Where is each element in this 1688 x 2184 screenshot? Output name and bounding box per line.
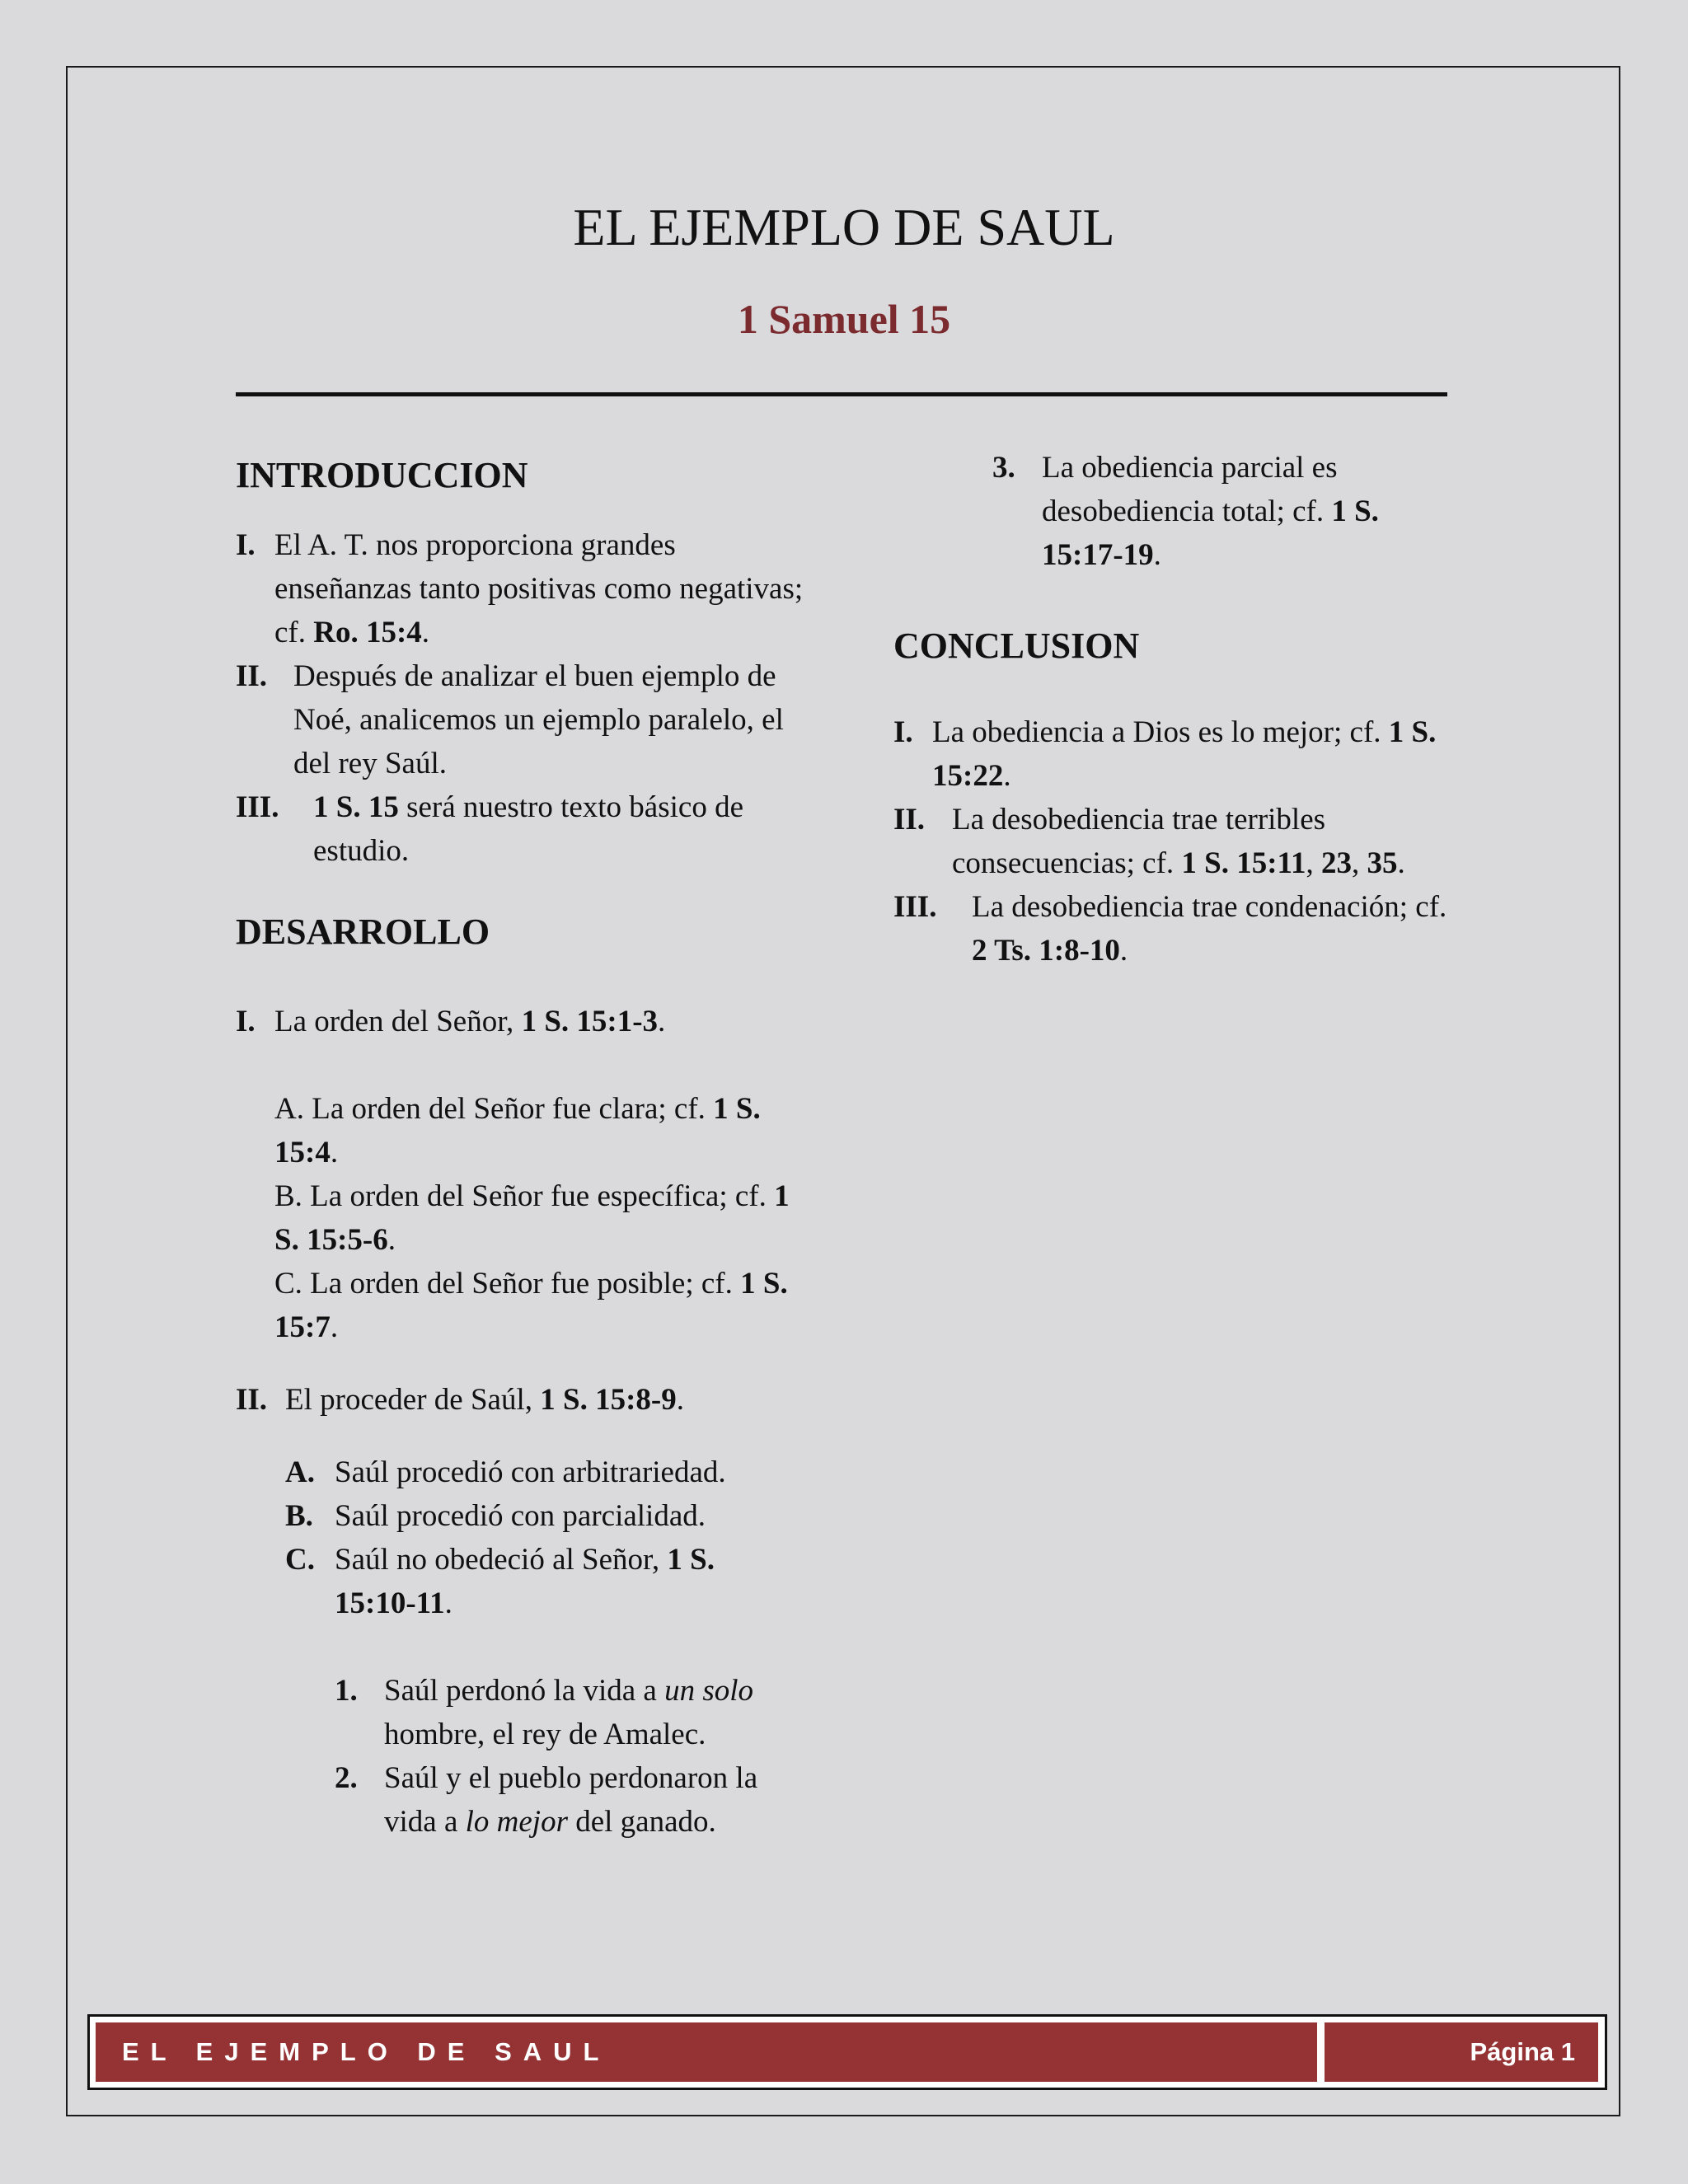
list-number: III. — [893, 890, 937, 924]
list-number: 2. — [335, 1761, 358, 1795]
list-number: II. — [236, 1383, 268, 1417]
conclusion-item-1 — [893, 710, 1454, 798]
list-text: Después de analizar el buen ejemplo de Noé, analicemos un ejemplo paralelo, el del rey Saúl. — [293, 659, 784, 780]
list-letter: A. — [285, 1455, 315, 1489]
page-footer — [87, 2014, 1607, 2090]
document-title: EL EJEMPLO DE SAUL — [573, 198, 1115, 256]
point-2-subitems — [236, 1451, 813, 1844]
list-text: Saúl y el pueblo perdonaron la vida a lo mejor del ganado. — [384, 1761, 758, 1839]
sub-item-c — [285, 1538, 763, 1625]
list-text: Saúl procedió con arbitrariedad. — [335, 1455, 726, 1489]
list-text: La obediencia a Dios es lo mejor; cf. 1 S. 15:22. — [932, 715, 1437, 793]
list-text: Saúl procedió con parcialidad. — [335, 1499, 706, 1533]
list-number: II. — [236, 659, 268, 693]
right-column — [893, 449, 1454, 972]
intro-item-2 — [236, 654, 813, 785]
list-letter: B. — [285, 1499, 313, 1533]
list-letter: C. — [285, 1543, 315, 1577]
list-text: 1 S. 15 será nuestro texto básico de estudio. — [313, 790, 743, 868]
document-subtitle: 1 Samuel 15 — [737, 296, 951, 342]
list-number: I. — [236, 528, 256, 562]
conclusion-heading: CONCLUSION — [893, 626, 1140, 666]
list-text: La orden del Señor, 1 S. 15:1-3. — [274, 1005, 666, 1038]
list-text: La obediencia parcial es desobediencia total; cf. 1 S. 15:17-19. — [1042, 451, 1379, 572]
conclusion-item-2 — [893, 798, 1454, 885]
desarrollo-point-2 — [236, 1378, 813, 1422]
list-text: La desobediencia trae condenación; cf. 2 Ts. 1:8-10. — [972, 890, 1447, 968]
list-text: El proceder de Saúl, 1 S. 15:8-9. — [285, 1383, 684, 1417]
conclusion-item-3 — [893, 885, 1454, 972]
intro-item-3 — [236, 785, 813, 873]
list-text: Saúl no obedeció al Señor, 1 S. 15:10-11. — [335, 1543, 715, 1620]
desarrollo-heading: DESARROLLO — [236, 912, 490, 952]
point-2c-subitems — [285, 1669, 813, 1844]
intro-item-1 — [236, 523, 813, 654]
list-number: 1. — [335, 1674, 358, 1708]
sub-item-a — [285, 1451, 813, 1494]
point-1-subitems — [236, 1087, 813, 1349]
desarrollo-point-1 — [236, 1000, 813, 1043]
list-number: II. — [893, 803, 926, 837]
list-number: III. — [236, 790, 279, 824]
numbered-item-1 — [335, 1669, 813, 1756]
list-text: Saúl perdonó la vida a un solo hombre, el rey de Amalec. — [384, 1674, 754, 1751]
numbered-item-2 — [335, 1756, 813, 1844]
footer-title: EL EJEMPLO DE SAUL — [96, 2022, 1317, 2082]
list-number: 3. — [992, 451, 1015, 485]
list-number: I. — [893, 715, 913, 749]
list-text: La desobediencia trae terribles consecuencias; cf. 1 S. 15:11, 23, 35. — [952, 803, 1405, 880]
left-column — [236, 449, 813, 1844]
sub-item-a: A. La orden del Señor fue clara; cf. 1 S. 15:4. — [274, 1092, 761, 1169]
title-divider — [236, 392, 1447, 396]
footer-page-number: Página 1 — [1325, 2022, 1598, 2082]
list-text: El A. T. nos proporciona grandes enseñanzas tanto positivas como negativas; cf. Ro. 15:4. — [274, 528, 804, 649]
sub-item-c: C. La orden del Señor fue posible; cf. 1 S. 15:7. — [274, 1267, 788, 1344]
introduccion-heading: INTRODUCCION — [236, 455, 528, 495]
sub-item-b: B. La orden del Señor fue específica; cf. 1 S. 15:5-6. — [274, 1179, 790, 1257]
sub-item-b — [285, 1494, 813, 1538]
list-number: I. — [236, 1005, 256, 1038]
numbered-item-3 — [992, 446, 1454, 577]
